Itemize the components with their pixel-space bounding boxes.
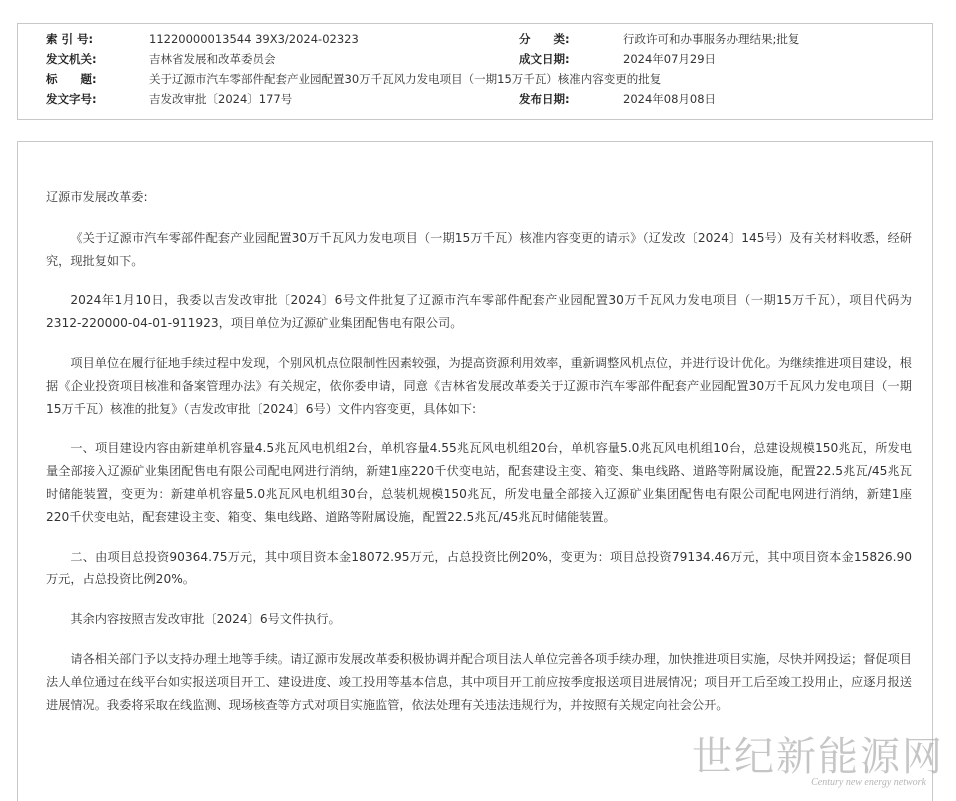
paragraph-request-received: 《关于辽源市汽车零部件配套产业园配置30万千瓦风力发电项目（一期15万千瓦）核准内容变更的请示》（辽发改〔2024〕145号）及有关材料收悉，经研究，现批复如下。 (46, 230, 912, 268)
meta-row-issuer (18, 49, 932, 69)
document-content (46, 186, 912, 733)
watermark-english: Century new energy network (811, 777, 926, 788)
paragraph-original-approval: 2024年1月10日，我委以吉发改审批〔2024〕6号文件批复了辽源市汽车零部件配套产业园配置30万千瓦风力发电项目（一期15万千瓦），项目代码为2312-220000-04-01-911923，项目单位为辽源矿业集团配售电有限公司。 (46, 293, 912, 331)
watermark-chinese: 世纪新能源网 (692, 734, 944, 780)
issuer-label: 发文机关: (46, 52, 97, 66)
document-body-panel (17, 141, 933, 801)
paragraph-change-item-1: 一、项目建设内容由新建单机容量4.5兆瓦风电机组2台，单机容量4.55兆瓦风电机组20台，单机容量5.0兆瓦风电机组10台，总建设规模150兆瓦，所发电量全部接入辽源矿业集团配售电有限公司配电网进行消纳，新建1座220千伏变电站，配套建设主变、箱变、集电线路、道路等附属设施，配置22.5兆瓦/45兆瓦时储能装置，变更为：新建单机容量5.0兆瓦风电机组30台，总装机规模150兆瓦，所发电量全部接入辽源矿业集团配售电有限公司配电网进行消纳，新建1座220千伏变电站，配套建设主变、箱变、集电线路、道路等附属设施，配置22.5兆瓦/45兆瓦时储能装置。 (46, 441, 912, 524)
title-value: 关于辽源市汽车零部件配套产业园配置30万千瓦风力发电项目（一期15万千瓦）核准内容变更的批复 (149, 72, 662, 86)
doc-number-value: 吉发改审批〔2024〕177号 (149, 92, 293, 106)
meta-row-doc-number (18, 89, 932, 109)
category-value: 行政许可和办事服务办理结果;批复 (623, 32, 800, 46)
paragraph-remaining-content: 其余内容按照吉发改审批〔2024〕6号文件执行。 (70, 612, 341, 627)
meta-row-index (18, 29, 932, 49)
title-label: 标 题: (46, 72, 97, 86)
meta-row-title (18, 69, 932, 89)
paragraph-change-reason: 项目单位在履行征地手续过程中发现，个别风机点位限制性因素较强，为提高资源利用效率，重新调整风机点位，并进行设计优化。为继续推进项目建设，根据《企业投资项目核准和备案管理办法》有关规定，依你委申请，同意《吉林省发展改革委关于辽源市汽车零部件配套产业园配置30万千瓦风力发电项目（一期15万千瓦）核准的批复》（吉发改审批〔2024〕6号）文件内容变更，具体如下: (46, 355, 912, 416)
written-date-value: 2024年07月29日 (623, 52, 717, 66)
paragraph-change-item-2: 二、由项目总投资90364.75万元，其中项目资本金18072.95万元，占总投资比例20%，变更为：项目总投资79134.46万元，其中项目资本金15826.90万元，占总投资比例20%。 (46, 549, 912, 587)
index-number-value: 11220000013544 39X3/2024-02323 (149, 32, 359, 46)
written-date-label: 成文日期: (519, 52, 570, 66)
index-number-label: 索 引 号: (46, 32, 94, 46)
publish-date-label: 发布日期: (519, 92, 570, 106)
category-label: 分 类: (519, 32, 570, 46)
issuer-value: 吉林省发展和改革委员会 (149, 52, 276, 66)
salutation: 辽源市发展改革委: (46, 190, 148, 204)
document-metadata-panel (17, 23, 933, 120)
doc-number-label: 发文字号: (46, 92, 97, 106)
paragraph-supervision: 请各相关部门予以支持办理土地等手续。请辽源市发展改革委积极协调并配合项目法人单位完善各项手续办理，加快推进项目实施，尽快并网投运；督促项目法人单位通过在线平台如实报送项目开工、建设进度、竣工投用等基本信息，其中项目开工前应按季度报送项目进展情况；项目开工后至竣工投用止，应逐月报送进展情况。我委将采取在线监测、现场核查等方式对项目实施监管，依法处理有关违法违规行为，并按照有关规定向社会公开。 (46, 651, 912, 712)
publish-date-value: 2024年08月08日 (623, 92, 717, 106)
